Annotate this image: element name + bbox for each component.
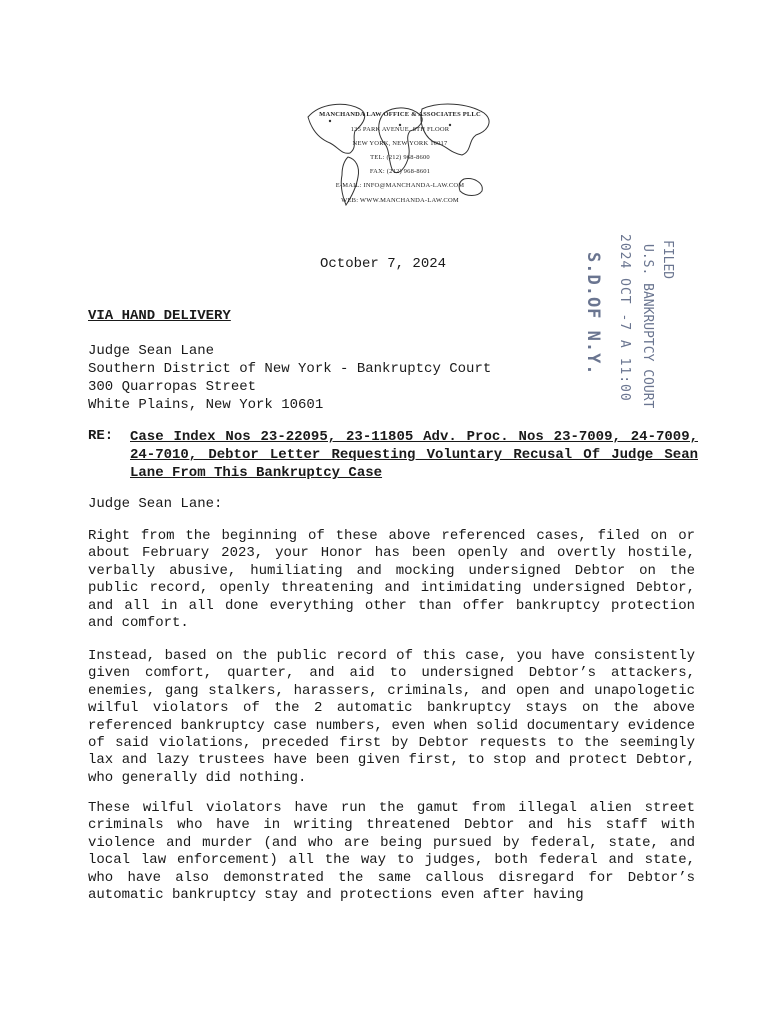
filed-stamp-line3: 2024 OCT -7 A 11:00: [617, 234, 632, 402]
address-line: White Plains, New York 10601: [88, 397, 324, 413]
body-paragraph-3: These wilful violators have run the gamut from illegal alien street criminals who have in writing threatened Debtor and his staff with violence and murder (and who are being pursued by federal, state, and local law enforcement) all the way to judges, both federal and state, who have also demonstrated the same callous disregard for Debtor’s automatic bankruptcy stay and protections even after having: [88, 800, 695, 904]
letterhead-firm: MANCHANDA LAW OFFICE & ASSOCIATES PLLC: [319, 111, 481, 118]
re-subject: Case Index Nos 23-22095, 23-11805 Adv. Proc. Nos 23-7009, 24-7009, 24-7010, Debtor Letter Requesting Voluntary Recusal Of Judge Sean Lane From This Bankruptcy Case: [130, 429, 698, 481]
address-line: Judge Sean Lane: [88, 343, 215, 359]
letterhead-web: WEB: WWW.MANCHANDA-LAW.COM: [341, 197, 459, 204]
re-label: RE:: [88, 428, 114, 444]
address-line: Southern District of New York - Bankruptcy Court: [88, 361, 492, 377]
body-paragraph-2: Instead, based on the public record of this case, you have consistently given comfort, quarter, and aid to undersigned Debtor’s attackers, enemies, gang stalkers, harassers, criminals, and open and unapologetic wilful violators of the 2 automatic bankruptcy stays on the above referenced bankruptcy case numbers, even when solid documentary evidence of said violations, preceded first by Debtor requests to the seemingly lax and lazy trustees have been given first, to stop and protect Debtor, who generally did nothing.: [88, 648, 695, 786]
delivery-method: VIA HAND DELIVERY: [88, 308, 231, 324]
letterhead-email: E-MAIL: INFO@MANCHANDA-LAW.COM: [335, 182, 465, 189]
filed-stamp-line4: S.D.OF N.Y.: [583, 252, 603, 376]
address-line: 300 Quarropas Street: [88, 379, 257, 395]
letterhead-tel: TEL: (212) 968-8600: [370, 154, 430, 161]
letterhead-address: 135 PARK AVENUE, 8TH FLOOR: [350, 126, 450, 133]
salutation: Judge Sean Lane:: [88, 496, 223, 512]
filed-stamp-line1: FILED: [660, 240, 675, 280]
letterhead: [300, 95, 500, 220]
recipient-address: [88, 342, 491, 414]
filed-stamp-line2: U.S. BANKRUPTCY COURT: [640, 244, 655, 409]
letterhead-fax: FAX: (212) 968-8601: [369, 168, 431, 175]
body-paragraph-1: Right from the beginning of these above referenced cases, filed on or about February 2023, your Honor has been openly and overtly hostile, verbally abusive, humiliating and mocking undersigned Debtor on the public record, openly threatening and intimidating undersigned Debtor, and all in all done everything other than offer bankruptcy protection and comfort.: [88, 528, 695, 632]
letter-date: October 7, 2024: [320, 256, 447, 272]
letterhead-city: NEW YORK, NEW YORK 10017: [352, 140, 448, 147]
